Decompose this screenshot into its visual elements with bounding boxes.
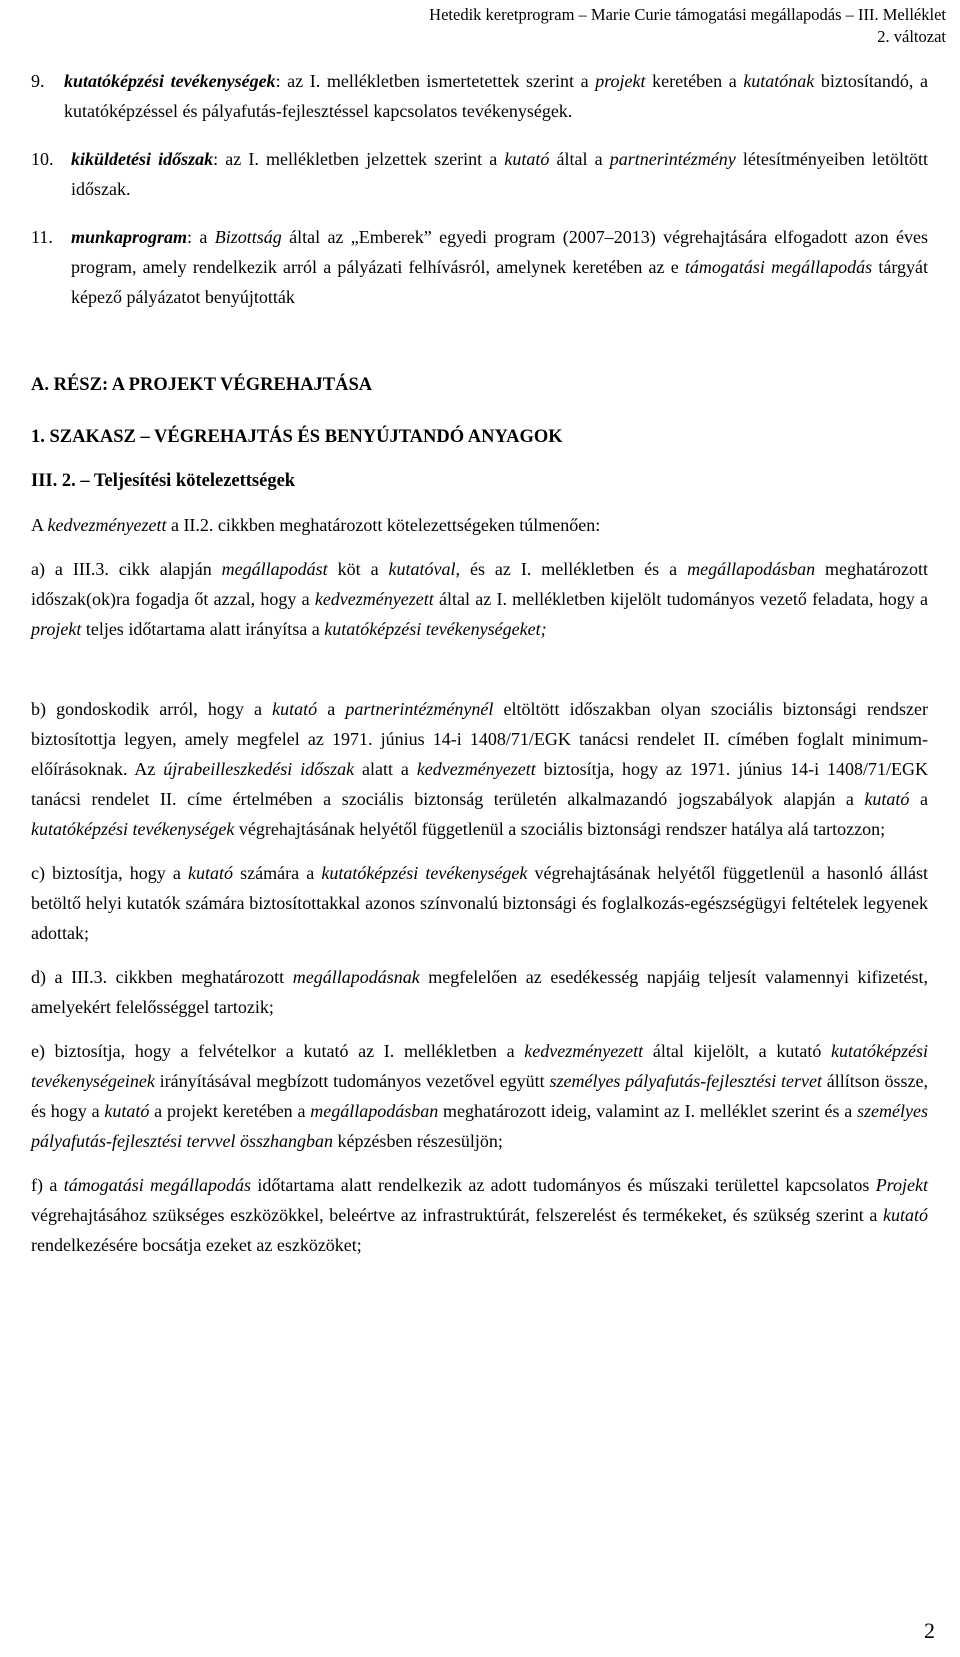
item-a: a) a III.3. cikk alapján megállapodást köt a kutatóval, és az I. mellékletben és a megállapodásban meghatározott időszak(ok)ra fogadja őt azzal, hogy a kedvezményezett által az I. mellékletben kijelölt tudományos vezető feladata, hogy a projekt teljes időtartama alatt irányítsa a kutatóképzési tevékenységeket;: [31, 559, 928, 639]
page-header: [166, 4, 946, 48]
definition-10: [31, 144, 928, 204]
item-e: e) biztosítja, hogy a felvételkor a kutató az I. mellékletben a kedvezményezett által kijelölt, a kutató kutatóképzési tevékenységeinek irányításával megbízott tudományos vezetővel együtt személyes pályafutás-fejlesztési tervet állítson össze, és hogy a kutató a projekt keretében a megállapodásban meghatározott ideig, valamint az I. melléklet szerint és a személyes pályafutás-fejlesztési tervvel összhangban képzésben részesüljön;: [31, 1041, 929, 1151]
definition-number: 10.: [31, 149, 54, 169]
item-c: c) biztosítja, hogy a kutató számára a kutatóképzési tevékenységek végrehajtásának helyétől függetlenül a hasonló állást betöltő helyi kutatók számára biztosítottakkal azonos színvonalú biztonsági és foglalkozás-egészségügyi feltételek legyenek adottak;: [31, 863, 928, 943]
definition-text: kutatóképzési tevékenységek: az I. mellékletben ismertetettek szerint a projekt keretében a kutatónak biztosítandó, a kutatóképzéssel és pályafutás-fejlesztéssel kapcsolatos tevékenységek.: [64, 71, 928, 121]
header-title: Hetedik keretprogram – Marie Curie támogatási megállapodás – III. Melléklet: [429, 5, 946, 24]
definition-term: kutatóképzési tevékenységek: [64, 71, 276, 91]
page-number: 2: [924, 1618, 935, 1643]
definition-text: kiküldetési időszak: az I. mellékletben jelzettek szerint a kutató által a partnerintézmény létesítményeiben letöltött időszak.: [71, 149, 928, 199]
definition-9: [31, 66, 928, 126]
item-b: b) gondoskodik arról, hogy a kutató a partnerintézménynél eltöltött időszakban olyan szociális biztonsági rendszer biztosítottja legyen, amely megfelel az 1971. június 14-i 1408/71/EGK tanácsi rendelet II. címében foglalt minimum-előírásoknak. Az újrabeilleszkedési időszak alatt a kedvezményezett biztosítja, hogy az 1971. június 14-i 1408/71/EGK tanácsi rendelet II. címe értelmében a szociális biztonság területén alkalmazandó jogszabályok alapján a kutató a kutatóképzési tevékenységek végrehajtásának helyétől függetlenül a szociális biztonsági rendszer hatálya alá tartozzon;: [31, 699, 929, 839]
intro-paragraph: A kedvezményezett a II.2. cikkben meghatározott kötelezettségeken túlmenően:: [31, 515, 601, 535]
header-version: 2. változat: [877, 27, 946, 46]
definition-11: [31, 222, 928, 312]
section-heading: 1. SZAKASZ – VÉGREHAJTÁS ÉS BENYÚJTANDÓ ANYAGOK: [31, 427, 563, 447]
article-heading: III. 2. – Teljesítési kötelezettségek: [31, 471, 296, 491]
definition-number: 9.: [31, 71, 45, 91]
document-body: [31, 66, 928, 1260]
definition-text: munkaprogram: a Bizottság által az „Emberek” egyedi program (2007–2013) végrehajtására elfogadott azon éves program, amely rendelkezik arról a pályázati felhívásról, amelynek keretében az e támogatási megállapodás tárgyát képező pályázatot benyújtották: [71, 227, 928, 307]
item-d: d) a III.3. cikkben meghatározott megállapodásnak megfelelően az esedékesség napjáig teljesít valamennyi kifizetést, amelyekért felelősséggel tartozik;: [31, 967, 928, 1017]
definition-number: 11.: [31, 227, 53, 247]
part-heading: A. RÉSZ: A PROJEKT VÉGREHAJTÁSA: [31, 375, 373, 395]
item-f: f) a támogatási megállapodás időtartama alatt rendelkezik az adott tudományos és műszaki területtel kapcsolatos Projekt végrehajtásához szükséges eszközökkel, beleértve az infrastruktúrát, felszerelést és termékeket, és szükség szerint a kutató rendelkezésére bocsátja ezeket az eszközöket;: [31, 1175, 928, 1255]
definition-term: kiküldetési időszak: [71, 149, 214, 169]
definition-term: munkaprogram: [71, 227, 188, 247]
